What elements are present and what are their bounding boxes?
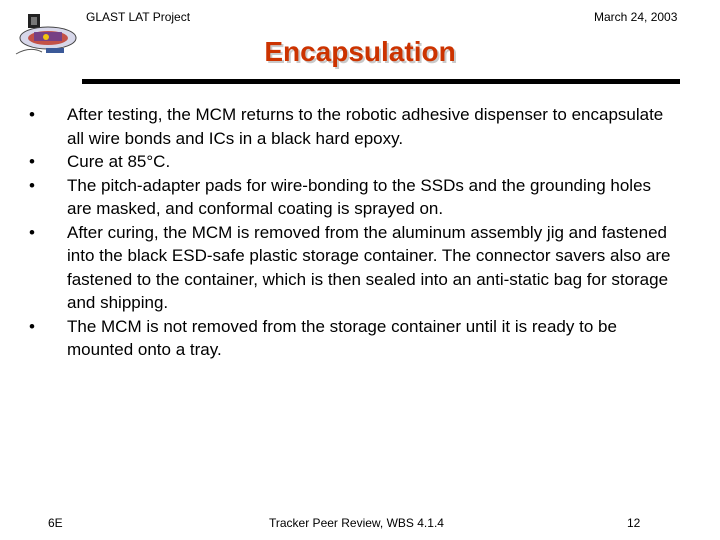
bullet-item <box>26 150 678 174</box>
project-name: GLAST LAT Project <box>86 10 191 24</box>
bullet-text: Cure at 85°C. <box>67 152 171 171</box>
bullet-list <box>26 103 678 362</box>
bullet-text: The pitch-adapter pads for wire-bonding to the SSDs and the grounding holes are masked, and conformal coating is sprayed on. <box>67 175 652 218</box>
bullet-icon: • <box>29 105 35 124</box>
slide-title: Encapsulation <box>264 36 456 67</box>
review-label: Tracker Peer Review, WBS 4.1.4 <box>269 516 444 530</box>
bullet-item <box>26 103 678 150</box>
bullet-icon: • <box>29 222 35 242</box>
presentation-date: March 24, 2003 <box>594 10 678 24</box>
bullet-item <box>26 174 678 221</box>
page-number: 12 <box>627 516 641 530</box>
bullet-text: After testing, the MCM returns to the robotic adhesive dispenser to encapsulate all wire bonds and ICs in a black hard epoxy. <box>67 105 664 148</box>
bullet-text: After curing, the MCM is removed from the aluminum assembly jig and fastened into the black ESD-safe plastic storage container. The connector savers also are fastened to the container, which is then sealed into an anti-static bag for storage and shipping. <box>67 222 671 312</box>
bullet-text: The MCM is not removed from the storage container until it is ready to be mounted onto a tray. <box>67 316 617 359</box>
bullet-item <box>26 315 678 362</box>
title-divider <box>82 79 680 84</box>
bullet-icon: • <box>29 152 35 171</box>
bullet-icon: • <box>29 175 35 195</box>
bullet-icon: • <box>29 316 35 336</box>
bullet-item <box>26 221 678 315</box>
section-label: 6E <box>48 516 63 530</box>
